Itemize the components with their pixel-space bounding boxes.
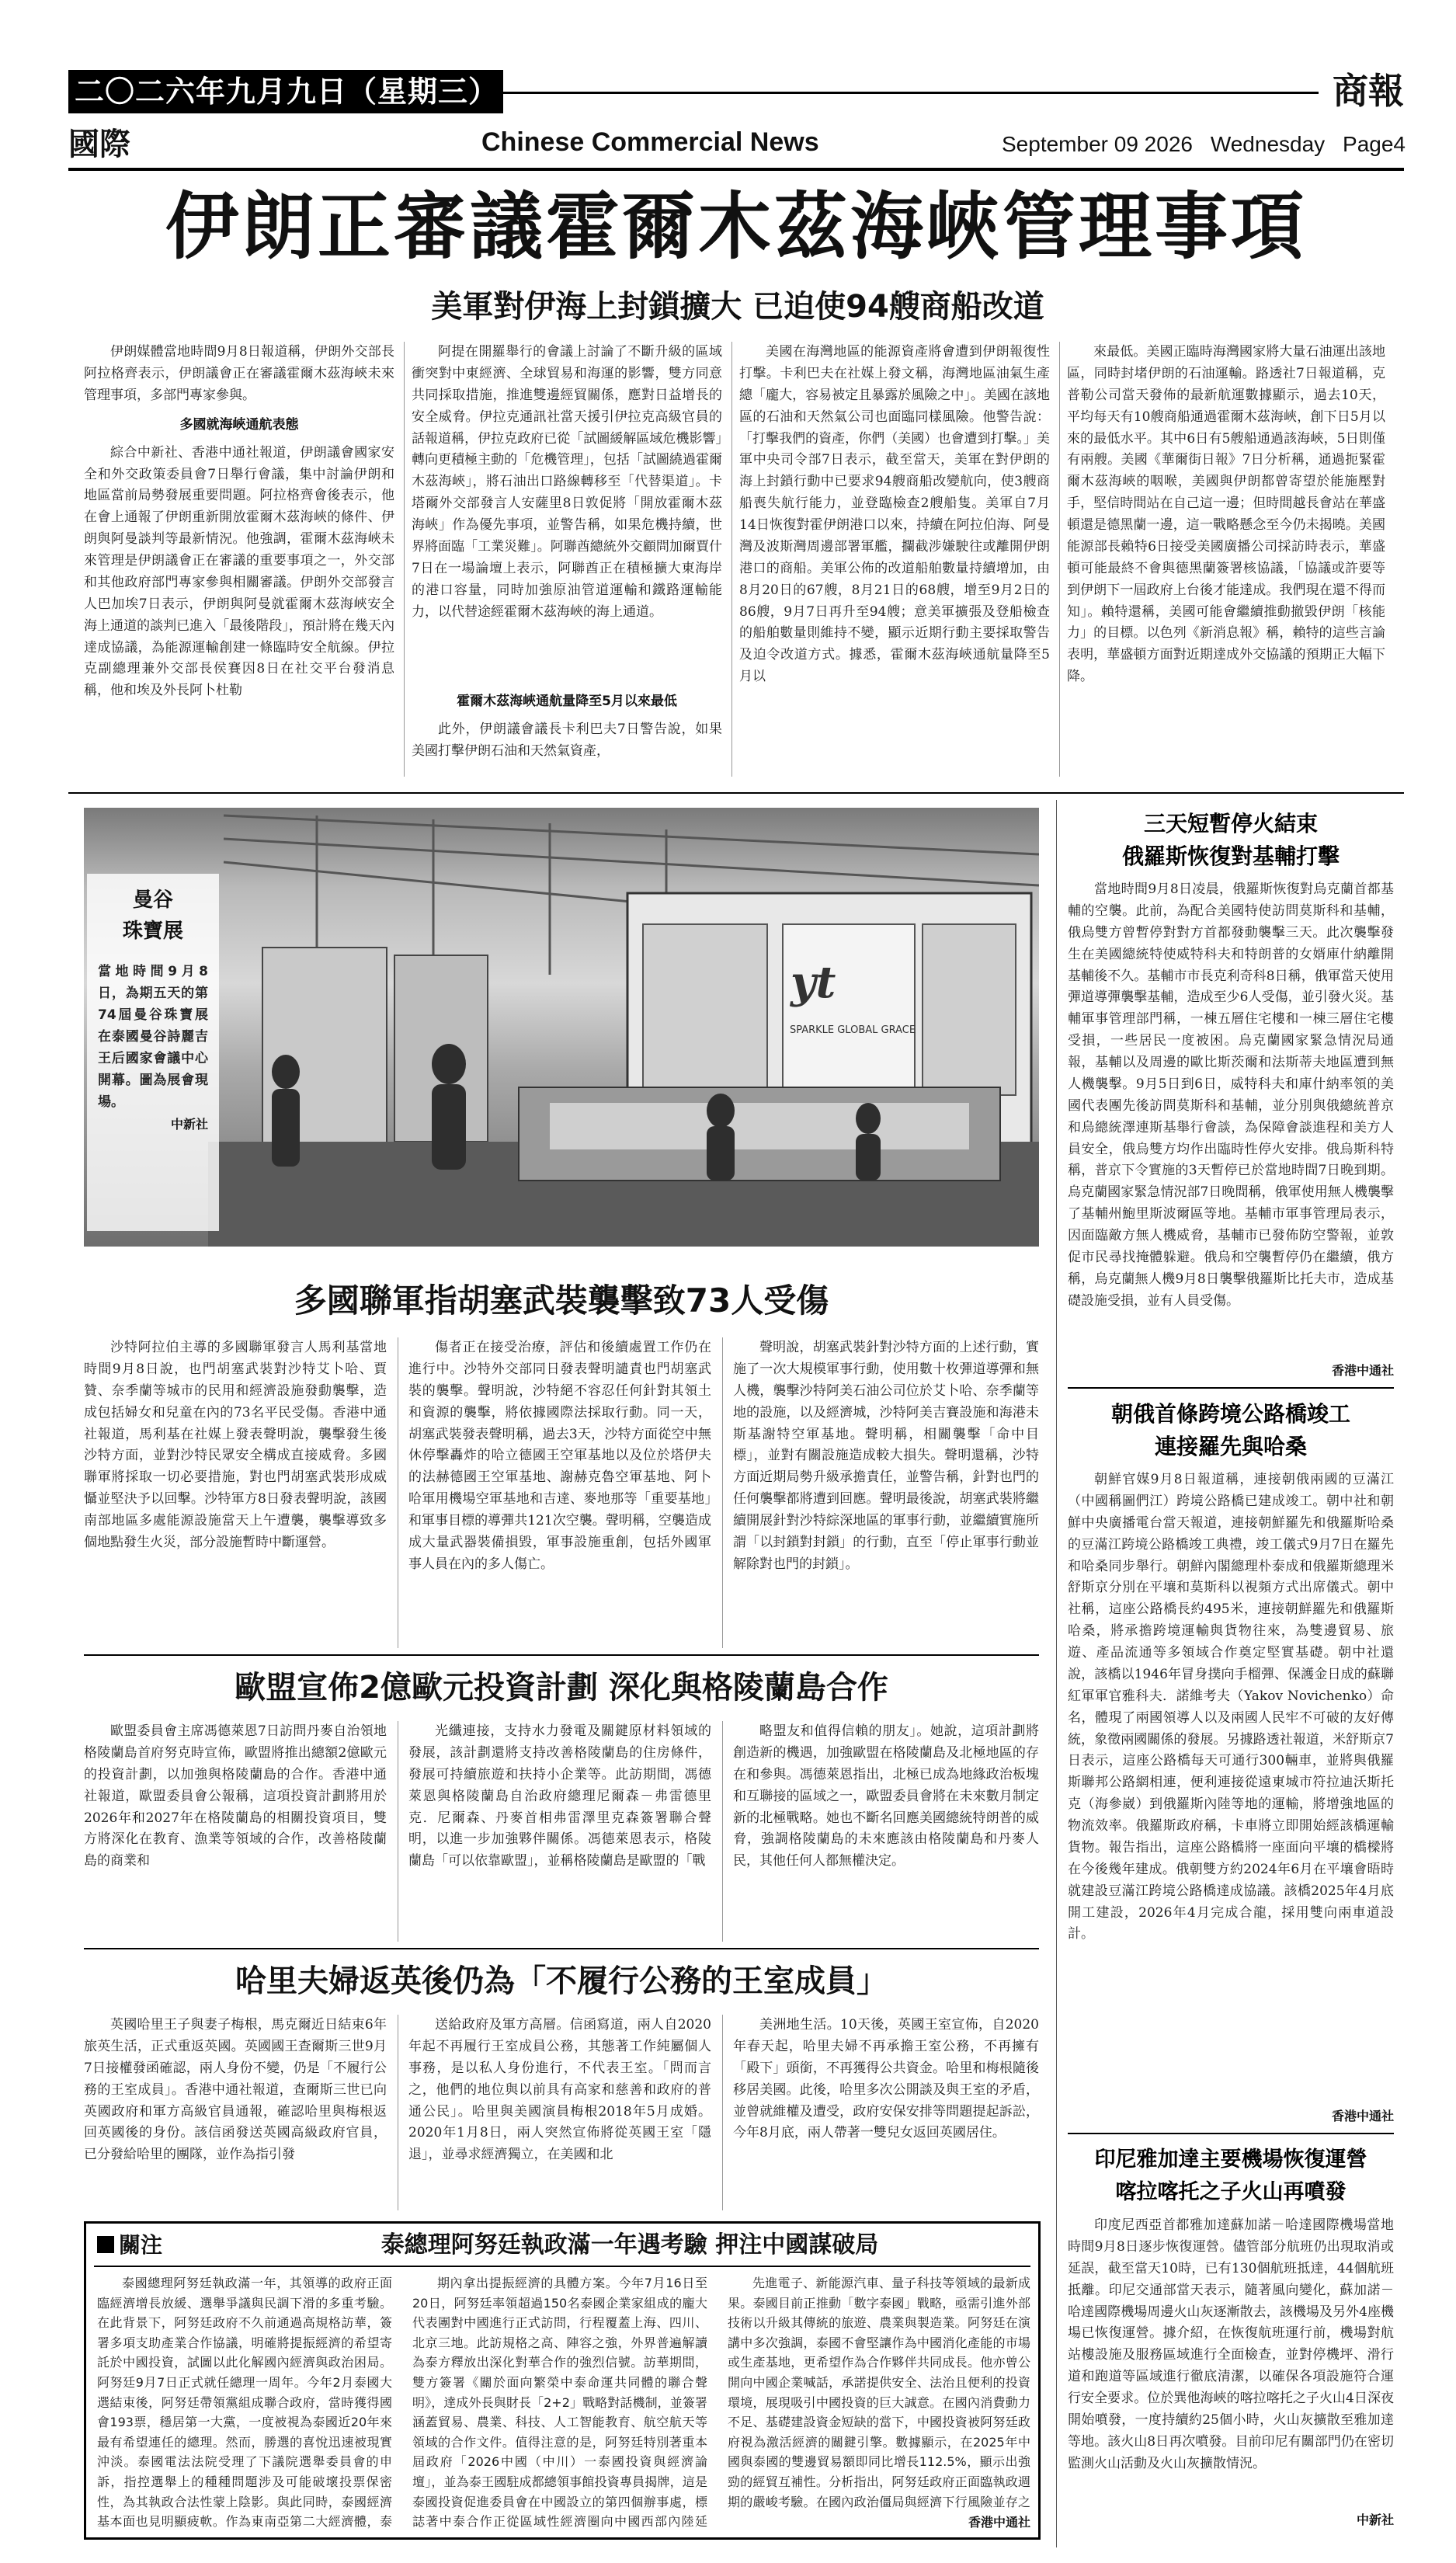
coalition-body-2: 傷者正在接受治療，評估和後續處置工作仍在進行中。沙特外交部同日發表聲明譴責也門胡塞武裝的襲擊。聲明說，沙特絕不容忍任何針對其領土和資源的襲擊，將依據國際法採取行動。同一天，胡塞武裝發表聲明稱，過去3天，沙特方面從空中無休停擊轟炸的哈立德國王空軍基地以及位於塔伊夫的法赫德國王空軍基地、謝赫克魯空軍基地、阿卜哈軍用機場空軍基地和吉達、麥地那等「重要基地」和軍事目標的導彈共121次空襲。聲明稱，空襲造成成大量武器裝備損毀，軍事設施重創，包括外國軍事人員在內的多人傷亡。 (408, 1340, 711, 1572)
volcano-body: 印度尼西亞首都雅加達蘇加諾－哈達國際機場當地時間9月8日逐步恢復運營。儘管部分航班仍出現取消或延誤，截至當天10時，已有130個航班抵達，44個航班抵離。印尼交通部當天表示，隨著風向變化，蘇加諾－哈達國際機場周邊火山灰逐漸散去，該機場及另外4座機場已恢復運營。據介紹，在恢復航班運行前，機場對航站樓設施及服務區域進行全面檢查，並對停機坪、滑行道和跑道等區域進行徹底清潔，以確保各項設施符合運行安全要求。位於巽他海峽的喀拉喀托之子火山4日深夜開始噴發，一度持續約25個小時，火山灰擴散至雅加達等地。該火山8日再次噴發。目前印尼有關部門仍在密切監測火山活動及火山灰擴散情況。 (1068, 2217, 1394, 2471)
focus-body-3: 先進電子、新能源汽車、量子科技等領域的最新成果。泰國目前正推動「數字泰國」戰略，亟需引進外部技術以升級其傳統的旅遊、農業與製造業。阿努廷在演講中多次強調，泰國不會堅讓作為中國消化產能的市場或生產基地，更希望作為合作夥伴共同成長。他亦曾公開向中國企業喊話，承諾提供安全、法治且便利的投資環境，展現吸引中國投資的巨大誠意。在國內消費動力不足、基礎建設資金短缺的當下，中國投資被阿努廷政府視為激活經濟的關鍵引擎。數據顯示，在2025年中國與泰國的雙邊貿易額即同比增長112.5%，顯示出強勁的經貿互補性。分析指出，阿努廷政府正面臨執政週期的嚴峻考驗。在國內政治僵局與經濟下行風險並存之 (728, 2276, 1030, 2509)
masthead-bottom-rule (68, 168, 1404, 171)
harry-body-3: 美洲地生活。10天後，英國王室宣佈，自2020年春天起，哈里夫婦不再承擔王室公務，不再擁有「殿下」頭銜，不再獲得公共資金。哈里和梅根隨後移居美國。此後，哈里多次公開談及與王室的矛盾，並曾就維權及遭受，政府安保安排等問題提起訴訟，今年8月底，兩人帶著一雙兒女返回英國居住。 (733, 2017, 1039, 2141)
photo-credit: 中新社 (170, 1117, 208, 1132)
sidebar-rule-h (1068, 1387, 1394, 1389)
eu-headline: 歐盟宣佈2億歐元投資計劃 深化與格陵蘭島合作 (235, 1670, 888, 1706)
lead-body-3: 美國在海灣地區的能源資產將會遭到伊朗報復性打擊。卡利巴夫在社媒上發文稱，海灣地區油氣生產總「龐大，容易被定且暴露於風險之中」。美國在該地區的石油和天然氣公司也面臨同樣風險。他警告說：「打擊我們的資產，你們（美國）也會遭到打擊。」美軍中央司令部7日表示，截至當天，美軍在對伊朗的海上封鎖行動中已要求94艘商船改變航向，使3艘商船喪失航行能力，並登臨檢查2艘船隻。美軍自7月14日恢復對霍伊朗港口以來，持續在阿拉伯海、阿曼灣及波斯灣周邊部署軍艦，攔截涉嫌駛往或離開伊朗港口的商船。美軍公佈的改道船舶數量持續增加，由8月20日的67艘，8月21日的68艘，增至9月2日的86艘，9月7日再升至94艘；意美軍擴張及登船檢查的船舶數量則維持不變，顯示近期行動主要採取警告及迫令改道方式。據悉，霍爾木茲海峽通航量降至5月以 (739, 344, 1050, 685)
focus-box (84, 2221, 1041, 2540)
volcano-headline-2: 喀拉喀托之子火山再噴發 (1115, 2180, 1347, 2204)
eu-body-1: 歐盟委員會主席馮德萊恩7日訪問丹麥自治領地格陵蘭島首府努克時宣佈，歐盟將推出總額2億歐元的投資計劃，以加強與格陵蘭島的合作。香港中通社報道，歐盟委員會公報稱，這項投資計劃將用於2026年和2027年在格陵蘭島的相關投資項目，雙方將深化在教育、漁業等領域的合作，改善格陵蘭島的商業和 (84, 1723, 387, 1869)
photo-title-2: 珠寶展 (122, 920, 183, 943)
lead-headline: 伊朗正審議霍爾木茲海峽管理事項 (165, 185, 1307, 270)
lead-body-1a: 伊朗媒體當地時間9月8日報道稱，伊朗外交部長阿拉格齊表示，伊朗議會正在審議霍爾木茲海峽未來管理事項，多部門專家參與。 (84, 344, 394, 403)
kyiv-body: 當地時間9月8日凌晨，俄羅斯恢復對烏克蘭首都基輔的空襲。此前，為配合美國特使訪問莫斯科和基輔，俄烏雙方曾暫停對對方首都發動襲擊三天。此次襲擊發生在美國總統特使威特科夫和特朗普的女婿庫什納離開基輔後不久。基輔市市長克利奇科8日稱，俄軍當天使用彈道導彈襲擊基輔，造成至少6人受傷，並引發火災。基輔軍事管理部門稱，一棟五層住宅樓和一棟三層住宅樓受損，一些居民一度被困。烏克蘭國家緊急情況局通報，基輔以及周邊的歐比斯茨爾和法斯蒂夫地區遭到無人機襲擊。9月5日到6日，威特科夫和庫什納率領的美國代表團先後訪問莫斯科和基輔，並分別與俄總統普京和烏總統澤連斯基舉行會談，為保障會談進程和美方人員安全，俄烏雙方均作出臨時性停火安排。俄烏斯科特稱，普京下令實施的3天暫停已於當地時間7日晚到期。烏克蘭國家緊急情況部7日晚間稱，俄軍使用無人機襲擊了基輔州鮑里斯波爾區等地。基輔市軍事管理局表示，因面臨敵方無人機威脅，基輔市已發佈防空警報，並敦促市民尋找掩體躲避。俄烏和空襲暫停仍在繼續，俄方稱，烏克蘭無人機9月8日襲擊俄羅斯比托夫市，造成基礎設施受損，並有人員受傷。 (1068, 882, 1394, 1309)
paper-name: 商報 (1333, 70, 1404, 112)
harry-headline: 哈里夫婦返英後仍為「不履行公務的王室成員」 (235, 1963, 888, 1999)
eu-body-2: 光纖連接，支持水力發電及關鍵原材料領域的發展，該計劃還將支持改善格陵蘭島的住房條件，發展可持續旅遊和扶持小企業等。此訪期間，馮德萊恩與格陵蘭島自治政府總理尼爾森－弗雷德里克．尼爾森、丹麥首相弗雷澤里克森簽署聯合聲明，以進一步加強夥伴關係。馮德萊恩表示，格陵蘭島「可以依靠歐盟」，並稱格陵蘭島是歐盟的「戰 (408, 1723, 711, 1869)
photo-caption: 當地時間9月8日，為期五天的第74屆曼谷珠寶展在泰國曼谷詩麗吉王后國家會議中心開幕。圖為展會現場。 (98, 964, 208, 1110)
booth-logo: yt (791, 957, 836, 1008)
eu-body-3: 略盟友和值得信賴的朋友」。她說，這項計劃將創造新的機遇，加強歐盟在格陵蘭島及北極地區的存在和參與。馮德萊恩指出，北極已成為地緣政治板塊和互聯接的區域之一，歐盟委員會將在未來數月制定新的北極戰略。她也不斷名回應美國總統特朗普的威脅，強調格陵蘭島的未來應該由格陵蘭島和丹麥人民，其他任何人都無權決定。 (733, 1723, 1039, 1869)
page-number: Page4 (1343, 132, 1406, 156)
volcano-headline-1: 印尼雅加達主要機場恢復運營 (1094, 2147, 1367, 2172)
focus-credit: 香港中通社 (968, 2515, 1030, 2530)
bridge-headline-2: 連接羅先與哈桑 (1154, 1434, 1307, 1459)
lead-body-2b: 此外，伊朗議會議長卡利巴夫7日警告說，如果美國打擊伊朗石油和天然氣資產， (412, 722, 722, 759)
focus-body-1: 泰國總理阿努廷執政滿一年，其領導的政府正面臨經濟增長放緩、選舉爭議與民調下滑的多重考驗。在此背景下，阿努廷政府不久前通過高規格訪華，簽署多項支助產業合作協議，明確將提振經濟的希望寄託於中國投資，試圖以此化解國內經濟與政治困局。阿努廷9月7日正式就任總理一周年。今年2月泰國大選結束後，阿努廷帶領黨組成聯合政府，當時獲得國會193票，穩居第一大黨，一度被視為泰國近20年來最有希望連任的總理。然而，勝選的喜悅迅速被現實沖淡。泰國電法法院受理了下議院選舉委員會的申訴，指控選舉上的種種問題涉及可能破壞投票保密性，為其執政合法性蒙上陰影。與此同時，泰國經濟基本面也見明顯疲軟。作為東南亞第二大經濟體，泰 (97, 2276, 392, 2530)
kyiv-headline-2: 俄羅斯恢復對基輔打擊 (1121, 843, 1340, 869)
focus-label-marker (97, 2236, 114, 2253)
masthead-date: 二〇二六年九月九日（星期三） (75, 75, 499, 109)
bridge-headline-1: 朝俄首條跨境公路橋竣工 (1110, 1401, 1350, 1427)
photo-title-1: 曼谷 (132, 889, 173, 912)
english-date (1002, 129, 1406, 160)
lead-subtitle-1: 多國就海峽通航表態 (179, 416, 299, 433)
section-rule (84, 1948, 1039, 1949)
sidebar-rule-h (1068, 2133, 1394, 2134)
harry-body-2: 送給政府及軍方高層。信函寫道，兩人自2020年起不再履行王室成員公務，其態著工作純屬個人事務，是以私人身份進行，不代表王室。「問而言之，他們的地位與以前具有高家和慈善和政府的普通公民」。哈里與美國演員梅根2018年5月成婚。2020年1月8日，兩人突然宣佈將從英國王室「隱退」，並尋求經濟獨立，在美國和北 (408, 2017, 711, 2163)
volcano-credit: 中新社 (1356, 2513, 1394, 2527)
section-rule (84, 1654, 1039, 1656)
lead-col-2 (412, 342, 722, 777)
coalition-headline: 多國聯軍指胡塞武裝襲擊致73人受傷 (294, 1282, 829, 1320)
sidebar (1068, 808, 1394, 2547)
jewelry-show-photo (84, 808, 1039, 1247)
coalition-body-1: 沙特阿拉伯主導的多國聯軍發言人馬利基當地時間9月8日說，也門胡塞武裝對沙特艾卜哈、賈贊、奈季蘭等城市的民用和經濟設施發動襲擊，造成包括婦女和兒童在內的73名平民受傷。香港中通社報道，馬利基在社媒上發表聲明說，襲擊發生後沙特方面，並對沙特民眾安全構成直接威脅。多國聯軍將採取一切必要措施，對也門胡塞武裝形成威懾並堅決予以回擊。沙特軍方8日發表聲明說，該國南部地區多處能源設施當天上午遭襲，襲擊導致多個地點發生火災，部分設施暫時中斷運營。 (84, 1340, 387, 1550)
booth-sign: SPARKLE GLOBAL GRACE (789, 1024, 916, 1036)
english-date-text: September 09 2026 (1002, 132, 1193, 156)
section-rule (68, 792, 1404, 794)
focus-headline-rule (94, 2266, 1030, 2267)
focus-headline: 泰總理阿努廷執政滿一年遇考驗 押注中國謀破局 (381, 2231, 879, 2259)
focus-body-2: 期內拿出提振經濟的具體方案。今年7月16日至20日，阿努廷率領超過150名泰國企業家組成的龐大代表團對中國進行正式訪問，行程覆蓋上海、四川、北京三地。此訪規格之高、陣容之強，外界普遍解讀為泰方釋放出深化對華合作的強烈信號。訪華期間，雙方簽署《關於面向繁榮中泰命運共同體的聯合聲明》，達成外長與財長「2+2」戰略對話機制，並簽署涵蓋貿易、農業、科技、人工智能教育、航空航天等領域的合作文件。值得注意的是，阿努廷特別著重本屆政府「2026中國（中川）一泰國投資與經濟論壇」，並為泰王國駐成都總領事館投資專員揭牌，這是泰國投資促進委員會在中國設立的第四個辦事處，標誌著中泰合作正從區域性經濟圈向中國西部內陸延 (412, 2276, 707, 2530)
lead-body-1b: 綜合中新社、香港中通社報道，伊朗議會國家安全和外交政策委員會7日舉行會議，集中討論伊朗和地區當前局勢發展重要問題。阿拉格齊會後表示，他在會上通報了伊朗重新開放霍爾木茲海峽的條件、伊朗與阿曼談判等最新情況。他強調，霍爾木茲海峽未來管理是伊朗議會正在審議的重要事項之一，外交部和其他政府部門專家參與相關審議。伊朗外交部發言人巴加埃7日表示，伊朗與阿曼就霍爾木茲海峽安全海上通道的談判已進入「最後階段」，預計將在幾天內達成協議，為能源運輸創建一條臨時安全航線。伊拉克副總理兼外交部長侯賽因8日在社交平台發消息稱，他和埃及外長阿卜杜勒 (84, 444, 394, 699)
sidebar-rule (1056, 800, 1057, 2547)
lead-body-4: 來最低。美國正臨時海灣國家將大量石油運出該地區，同時封堵伊朗的石油運輸。路透社7日報道稱，克普勒公司當天發佈的最新航運數據顯示，過去10天，平均每天有10艘商船通過霍爾木茲海峽，創下日5月以來的最低水平。其中6日有5艘船通過該海峽，5日則僅有兩艘。美國《華爾街日報》7日分析稱，通過扼緊霍爾木茲海峽的咽喉，美國與伊朗都曾寄望於能施壓對手，堅信時間站在自己這一邊；但時間越長會站在華盛頓還是德黑蘭一邊，這一戰略懸念至今仍未揭曉。美國能源部長賴特6日接受美國廣播公司採訪時表示，華盛頓可能最終不會與德黑蘭簽署核協議，「協議或許要等到伊朗下一屆政府上台後才能達成。我們現在還不得而知」。賴特還稱，美國可能會繼續推動撤毀伊朗「核能力」的目標。以色列《新消息報》稱，賴特的這些言論表明，華盛頓方面對近期達成外交協議的預期正大幅下降。 (1067, 344, 1385, 685)
column-rule (722, 1721, 723, 1942)
english-name: Chinese Commercial News (481, 127, 819, 157)
lead-col-1 (84, 342, 394, 777)
bridge-body: 朝鮮官媒9月8日報道稱，連接朝俄兩國的豆滿江（中國稱圖們江）跨境公路橋已建成竣工。朝中社和朝鮮中央廣播電台當天報道，連接朝鮮羅先和俄羅斯哈桑的豆滿江跨境公路橋竣工典禮，竣工儀式9月7日在羅先和哈桑同步舉行。朝鮮內閣總理朴泰成和俄羅斯總理米舒斯京分別在平壤和莫斯科以視頻方式出席儀式。朝中社稱，這座公路橋長約495米，連接朝鮮羅先和俄羅斯哈桑，將承擔跨境運輸與貨物往來，為雙邊貿易、旅遊、產品流通等多領域合作奠定堅實基礎。朝中社還說，該橋以1946年冒身撲向手榴彈、保護金日成的蘇聯紅軍軍官雅科夫．諾維考夫（Yakov Novichenko）命名，體現了兩國領導人以及兩國人民牢不可破的友好傳統，象徵兩國關係的發展。另據路透社報道，米舒斯京7日表示，這座公路橋每天可通行300輛車，並將與俄羅斯聯邦公路網相連，便利連接從遠東城市符拉迪沃斯托克（海參崴）到俄羅斯內陸等地的運輸，將增強地區的物流效率。俄羅斯政府稱，卡車將立即開始經該橋運輸貨物。報告指出，這座公路橋將一座面向平壤的橋樑將在今後幾年建成。俄朝雙方約2024年6月在平壤會晤時就建設豆滿江跨境公路橋達成協議。該橋2025年4月底開工建設，2026年4月完成合龍，採用雙向兩車道設計。 (1068, 1472, 1394, 1942)
kyiv-headline-1: 三天短暫停火結束 (1143, 811, 1318, 836)
lead-subtitle-2: 霍爾木茲海峽通航量降至5月以來最低 (457, 694, 677, 709)
column-rule (404, 342, 405, 777)
coalition-body-3: 聲明說，胡塞武裝針對沙特方面的上述行動，實施了一次大規模軍事行動，使用數十枚彈道導彈和無人機，襲擊沙特阿美石油公司位於艾卜哈、奈季蘭等地的設施，以及經濟城，沙特阿美吉賽設施和海港未斯基謝特空軍基地。聲明稱，相關襲擊「命中目標」，並對有關設施造成較大損失。聲明還稱，沙特方面近期局勢升級承擔責任，並警告稱，針對也門的任何襲擊都將遭到回應。聲明最後說，胡塞武裝將繼續開展針對沙特綜深地區的軍事行動，並繼續實施所謂「以封鎖對封鎖」的行動，直至「停止軍事行動並解除對也門的封鎖」。 (733, 1340, 1039, 1572)
lead-subhead: 美軍對伊海上封鎖擴大 已迫使94艘商船改道 (431, 289, 1044, 325)
section-label: 國際 (68, 127, 130, 162)
column-rule (722, 1337, 723, 1648)
bridge-credit: 香港中通社 (1331, 2109, 1394, 2123)
focus-label: 關注 (119, 2232, 163, 2258)
column-rule (731, 342, 732, 777)
kyiv-credit: 香港中通社 (1331, 1363, 1394, 1378)
lead-body-2a: 阿提在開羅舉行的會議上討論了不斷升級的區域衝突對中東經濟、全球貿易和海運的影響，雙方同意共同採取措施，推進雙邊經貿關係，應對日益增長的安全威脅。伊拉克通訊社當天援引伊拉克高級官員的話報道稱，伊拉克政府已從「試圖緩解區域危機影響」轉向更積極主動的「危機管理」，包括「試圖繞過霍爾木茲海峽」，將石油出口路線轉移至「代替渠道」。卡塔爾外交部發言人安薩里8日敦促將「開放霍爾木茲海峽」作為優先事項，並警告稱，如果危機持續，世界將面臨「工業災難」。阿聯酋總統外交顧問加爾賈什7日在一場論壇上表示，阿聯酋正在積極擴大東海岸的港口容量，同時加強原油管道運輸和鐵路運輸能力，以代替途經霍爾木茲海峽的海上通道。 (412, 344, 722, 620)
column-rule (1059, 342, 1060, 777)
masthead-rule (503, 92, 1319, 94)
harry-body-1: 英國哈里王子與妻子梅根，馬克爾近日結束6年旅英生活，正式重返英國。英國國王查爾斯三世9月7日接權發函確認，兩人身份不變，仍是「不履行公務的王室成員」。香港中通社報道，查爾斯三世已向英國政府和軍方高級官員通報，確認哈里與梅根返回英國後的身份。該信函發送英國高級政府官員，已分發給哈里的團隊，並作為指引發 (84, 2017, 387, 2163)
photo-caption-box (87, 874, 219, 1231)
weekday: Wednesday (1210, 132, 1326, 156)
column-rule (722, 2015, 723, 2210)
